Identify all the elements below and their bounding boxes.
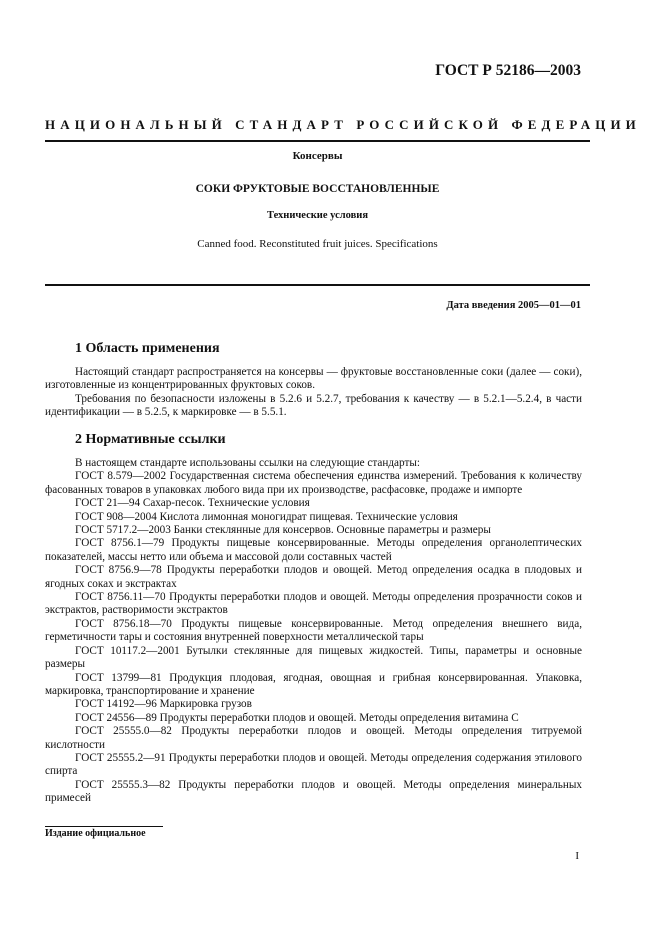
reference-item: ГОСТ 8.579—2002 Государственная система обеспечения единства измерений. Требования к количеству фасованных товаров в упаковках любого вида при их производстве, расфасовке, продаже и импорте: [45, 470, 582, 496]
reference-item: ГОСТ 8756.11—70 Продукты переработки плодов и овощей. Методы определения прозрачности соков и экстрактов, растворимости экстрактов: [45, 591, 582, 617]
reference-item: ГОСТ 8756.9—78 Продукты переработки плодов и овощей. Метод определения осадка в плодовых и ягодных соках и экстрактах: [45, 564, 582, 590]
top-rule: [45, 140, 590, 142]
section-2-heading: 2 Нормативные ссылки: [75, 432, 226, 447]
section-1-heading: 1 Область применения: [75, 341, 220, 356]
section-1-body: [45, 366, 582, 420]
reference-item: ГОСТ 8756.18—70 Продукты пищевые консервированные. Метод определения внешнего вида, герметичности тары и состояния внутренней поверхности металлической тары: [45, 617, 582, 644]
reference-item: ГОСТ 25555.2—91 Продукты переработки плодов и овощей. Методы определения содержания этилового спирта: [45, 751, 582, 778]
introduction-date: Дата введения 2005—01—01: [446, 300, 581, 311]
national-standard-banner: НАЦИОНАЛЬНЫЙ СТАНДАРТ РОССИЙСКОЙ ФЕДЕРАЦИИ: [45, 117, 641, 132]
section-2-body: [45, 457, 582, 806]
reference-item: ГОСТ 24556—89 Продукты переработки плодов и овощей. Методы определения витамина С: [75, 711, 519, 724]
reference-item: ГОСТ 8756.1—79 Продукты пищевые консервированные. Методы определения органолептических показателей, массы нетто или объема и массовой доли составных частей: [45, 537, 582, 563]
footer-rule: [45, 826, 163, 827]
standard-code: ГОСТ Р 52186—2003: [435, 62, 581, 79]
paragraph: Настоящий стандарт распространяется на консервы — фруктовые восстановленные соки (далее — соки), изготовленные из концентрированных фруктовых соков.: [45, 366, 582, 392]
page-number: I: [575, 850, 579, 862]
reference-item: ГОСТ 908—2004 Кислота лимонная моногидрат пищевая. Технические условия: [75, 510, 458, 523]
reference-item: ГОСТ 25555.3—82 Продукты переработки плодов и овощей. Методы определения минеральных примесей: [45, 778, 582, 805]
category-label: Консервы: [292, 150, 343, 162]
reference-item: ГОСТ 5717.2—2003 Банки стеклянные для консервов. Основные параметры и размеры: [75, 524, 491, 537]
paragraph: Требования по безопасности изложены в 5.2.6 и 5.2.7, требования к качеству — в 5.2.1—5.2.4, в части идентификации — в 5.2.5, к маркировке — в 5.5.1.: [45, 392, 582, 419]
paragraph: В настоящем стандарте использованы ссылки на следующие стандарты:: [75, 457, 420, 469]
document-title: СОКИ ФРУКТОВЫЕ ВОССТАНОВЛЕННЫЕ: [195, 183, 440, 195]
reference-item: ГОСТ 10117.2—2001 Бутылки стеклянные для пищевых жидкостей. Типы, параметры и основные размеры: [45, 644, 582, 671]
reference-item: ГОСТ 13799—81 Продукция плодовая, ягодная, овощная и грибная консервированная. Упаковка, маркировка, транспортирование и хранение: [45, 671, 582, 697]
reference-item: ГОСТ 21—94 Сахар-песок. Технические условия: [75, 497, 310, 510]
english-title: Canned food. Reconstituted fruit juices. Specifications: [197, 238, 438, 250]
document-subtitle: Технические условия: [266, 210, 369, 221]
official-edition-label: Издание официальное: [45, 828, 146, 839]
title-rule: [45, 284, 590, 286]
reference-item: ГОСТ 25555.0—82 Продукты переработки плодов и овощей. Методы определения титруемой кислотности: [45, 725, 582, 751]
reference-item: ГОСТ 14192—96 Маркировка грузов: [75, 698, 252, 711]
